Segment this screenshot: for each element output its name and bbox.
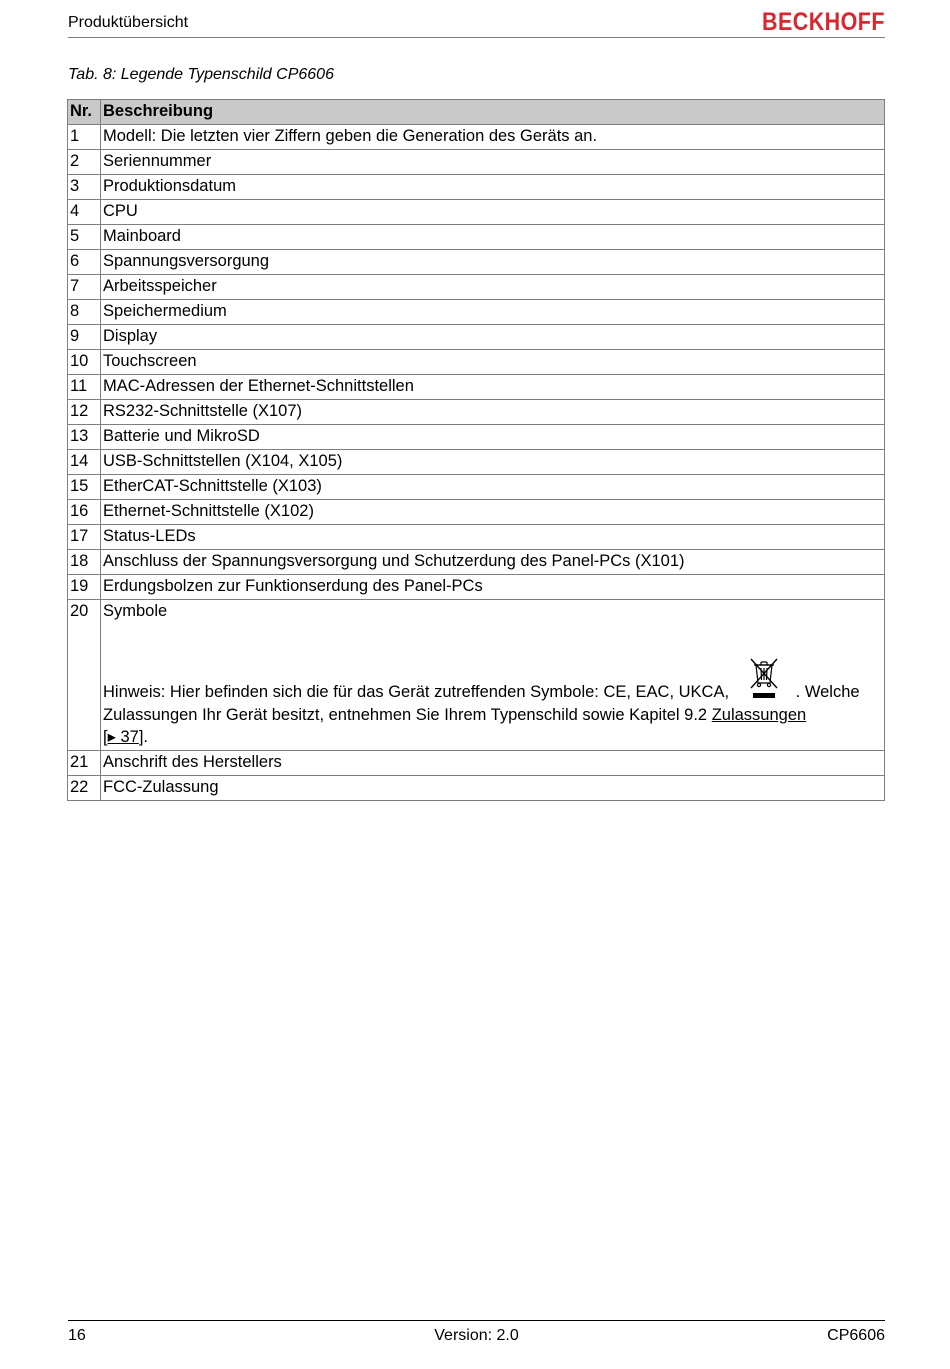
row-description: Mainboard: [101, 225, 885, 250]
table-row: [68, 275, 885, 300]
row-description: CPU: [101, 200, 885, 225]
row-number: 8: [68, 300, 101, 325]
page-footer: [68, 1320, 885, 1351]
weee-crossed-bin-icon: [734, 657, 796, 701]
row-number: 13: [68, 425, 101, 450]
row-number: 21: [68, 750, 101, 775]
note-end: .: [143, 728, 149, 746]
brand-logo: BECKHOFF: [762, 8, 885, 36]
table-row: [68, 225, 885, 250]
table-row: [68, 425, 885, 450]
row-description: [101, 600, 885, 751]
row-description: Speichermedium: [101, 300, 885, 325]
page-ref-number: 37: [115, 728, 139, 746]
row-description: Status-LEDs: [101, 525, 885, 550]
row-number: 5: [68, 225, 101, 250]
table-row: [68, 125, 885, 150]
column-header-nr: Nr.: [68, 100, 101, 125]
row-description: RS232-Schnittstelle (X107): [101, 400, 885, 425]
symbols-label: Symbole: [103, 602, 168, 620]
row-description: Produktionsdatum: [101, 175, 885, 200]
row-description: Ethernet-Schnittstelle (X102): [101, 500, 885, 525]
note-text: Hinweis: Hier befinden sich die für das Gerät zutreffenden Symbole: CE, EAC, UKCA,: [103, 683, 734, 701]
row-number: 22: [68, 775, 101, 800]
table-row: [68, 450, 885, 475]
table-header-row: [68, 100, 885, 125]
row-number: 2: [68, 150, 101, 175]
row-description: Batterie und MikroSD: [101, 425, 885, 450]
row-description: Seriennummer: [101, 150, 885, 175]
link-zulassungen[interactable]: Zulassungen: [711, 705, 807, 724]
row-description: FCC-Zulassung: [101, 775, 885, 800]
legend-table: [67, 99, 885, 801]
note-text-continued: . Welche Zulassungen Ihr Gerät besitzt, entnehmen Sie Ihrem Typenschild sowie Kapitel 9.2: [103, 683, 860, 724]
row-number: 17: [68, 525, 101, 550]
row-description: Anschluss der Spannungsversorgung und Schutzerdung des Panel-PCs (X101): [101, 550, 885, 575]
row-description: Spannungsversorgung: [101, 250, 885, 275]
table-row: [68, 300, 885, 325]
row-number: 20: [68, 600, 101, 751]
row-number: 4: [68, 200, 101, 225]
row-number: 16: [68, 500, 101, 525]
table-row: [68, 750, 885, 775]
table-row: [68, 325, 885, 350]
table-row: [68, 375, 885, 400]
row-number: 10: [68, 350, 101, 375]
row-number: 9: [68, 325, 101, 350]
row-number: 12: [68, 400, 101, 425]
page-header: [68, 6, 885, 38]
row-description: USB-Schnittstellen (X104, X105): [101, 450, 885, 475]
table-row: [68, 775, 885, 800]
table-row: [68, 575, 885, 600]
row-number: 11: [68, 375, 101, 400]
table-row: [68, 175, 885, 200]
product-name: CP6606: [827, 1327, 885, 1344]
symbols-note: [103, 657, 882, 750]
table-row: [68, 350, 885, 375]
row-description: EtherCAT-Schnittstelle (X103): [101, 475, 885, 500]
row-description: Anschrift des Herstellers: [101, 750, 885, 775]
table-row: [68, 400, 885, 425]
row-description: Display: [101, 325, 885, 350]
table-row-symbols: [68, 600, 885, 751]
page-ref-link[interactable]: [108, 728, 139, 746]
table-row: [68, 150, 885, 175]
page-ref-open: [: [103, 728, 108, 746]
row-description: Modell: Die letzten vier Ziffern geben die Generation des Geräts an.: [101, 125, 885, 150]
document-version: Version: 2.0: [434, 1327, 519, 1344]
column-header-description: Beschreibung: [101, 100, 885, 125]
play-arrow-icon: ▸: [107, 728, 116, 746]
page-number: 16: [68, 1327, 86, 1344]
row-number: 15: [68, 475, 101, 500]
row-number: 18: [68, 550, 101, 575]
table-row: [68, 500, 885, 525]
table-row: [68, 200, 885, 225]
row-number: 7: [68, 275, 101, 300]
row-number: 3: [68, 175, 101, 200]
table-caption: Tab. 8: Legende Typenschild CP6606: [68, 66, 334, 83]
table-row: [68, 250, 885, 275]
row-description: MAC-Adressen der Ethernet-Schnittstellen: [101, 375, 885, 400]
row-number: 19: [68, 575, 101, 600]
row-description: Touchscreen: [101, 350, 885, 375]
row-description: Erdungsbolzen zur Funktionserdung des Panel-PCs: [101, 575, 885, 600]
row-description: Arbeitsspeicher: [101, 275, 885, 300]
row-number: 14: [68, 450, 101, 475]
row-number: 6: [68, 250, 101, 275]
table-row: [68, 525, 885, 550]
page-ref-close: ]: [138, 728, 144, 746]
section-title: Produktübersicht: [68, 14, 189, 31]
table-row: [68, 550, 885, 575]
row-number: 1: [68, 125, 101, 150]
table-row: [68, 475, 885, 500]
